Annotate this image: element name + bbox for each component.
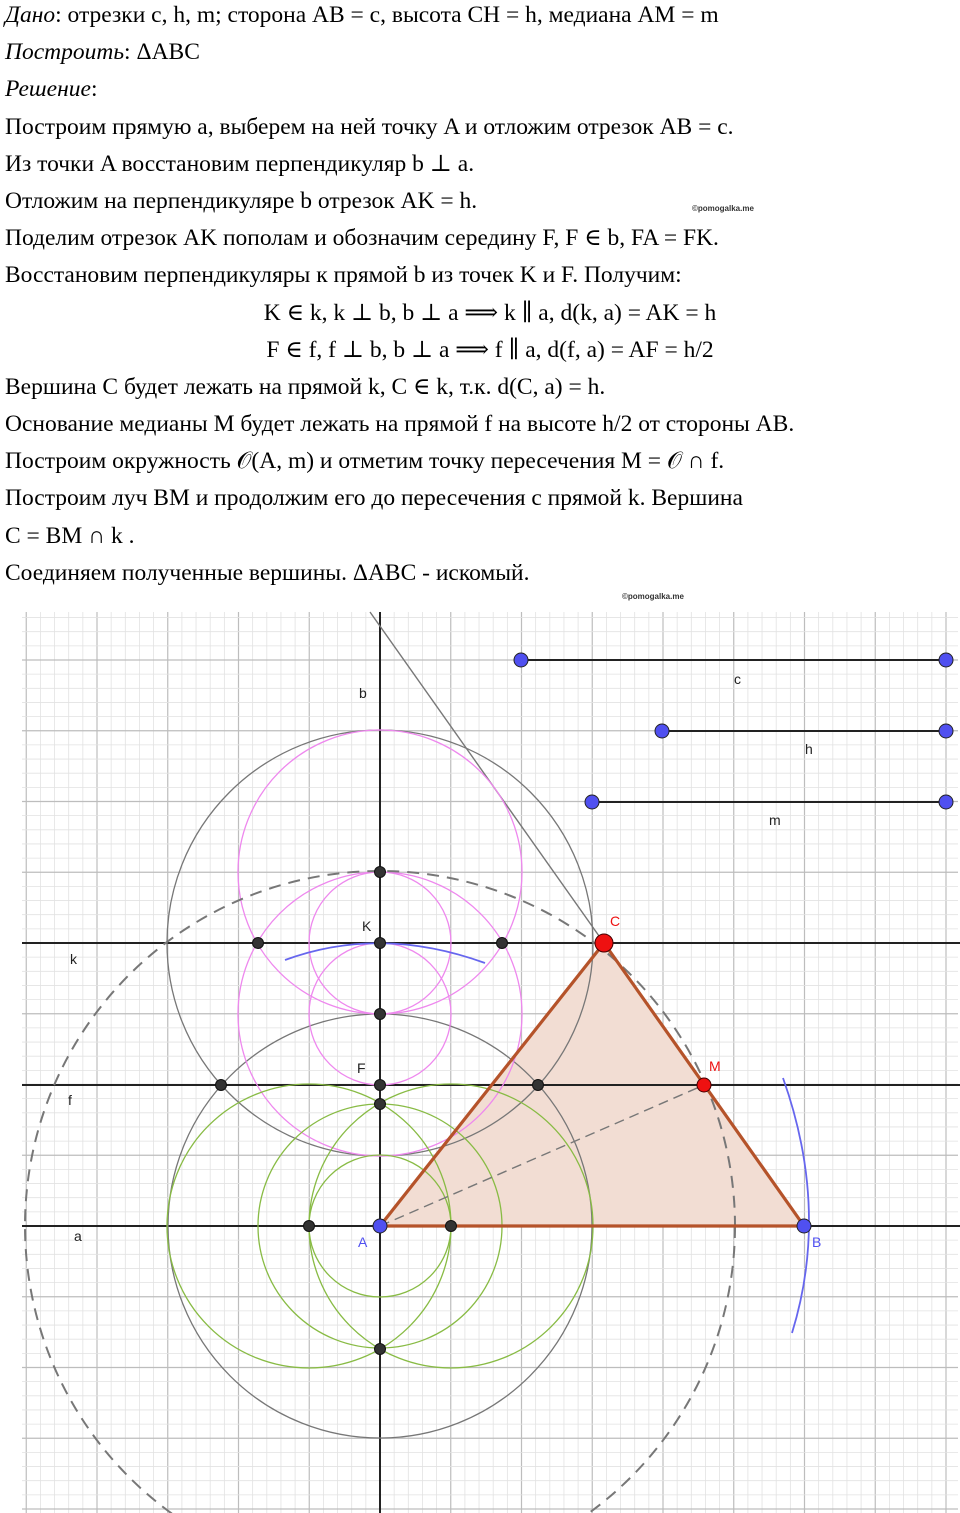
- label-point-a: A: [358, 1234, 368, 1250]
- given-line: [5, 0, 955, 37]
- step-line: C = BM ∩ k .: [5, 522, 135, 549]
- step-line: Поделим отрезок AK пополам и обозначим середину F, F ∈ b, FA = FK.: [5, 225, 719, 252]
- given-body: : отрезки c, h, m; сторона AB = c, высота CH = h, медиана AM = m: [55, 2, 719, 28]
- label-line-a: a: [74, 1228, 82, 1244]
- watermark: ©pomogalka.me: [692, 204, 754, 213]
- point-f: [375, 1080, 386, 1091]
- point-k: [375, 938, 386, 949]
- step-line: Из точки A восстановим перпендикуляр b ⊥ a.: [5, 150, 475, 177]
- step-line: Вершина C будет лежать на прямой k, C ∈ k, т.к. d(C, a) = h.: [5, 373, 606, 400]
- label-segment-m: m: [769, 812, 781, 828]
- label-segment-c: c: [734, 671, 741, 687]
- step-line: Соединяем полученные вершины. ΔABC - искомый.: [5, 559, 530, 586]
- label-point-c: C: [610, 913, 621, 929]
- step-line: Основание медианы M будет лежать на прямой f на высоте h/2 от стороны AB.: [5, 411, 795, 438]
- given-label: Дано: [5, 2, 56, 28]
- solution-text: [5, 0, 955, 595]
- step-line: Отложим на перпендикуляре b отрезок AK = h.: [5, 187, 478, 214]
- point-m-start: [585, 795, 599, 809]
- construct-line: [5, 37, 955, 74]
- point-c-end: [939, 653, 953, 667]
- point-fl: [216, 1080, 227, 1091]
- step-line: Построим окружность 𝒪(A, m) и отметим точку пересечения M = 𝒪 ∩ f.: [5, 448, 725, 475]
- point-mid: [375, 1009, 386, 1020]
- label-k-point: K: [362, 918, 372, 934]
- point-b: [797, 1219, 811, 1233]
- label-point-m: M: [709, 1058, 721, 1074]
- point-top: [375, 867, 386, 878]
- label-segment-h: h: [805, 741, 813, 757]
- point-fr: [533, 1080, 544, 1091]
- point-kl: [253, 938, 264, 949]
- point-below-f: [375, 1099, 386, 1110]
- point-kr: [497, 938, 508, 949]
- label-line-k: k: [70, 951, 77, 967]
- construct-label: Построить: [5, 39, 125, 66]
- point-m: [697, 1078, 711, 1092]
- point-h-end: [939, 724, 953, 738]
- point-c-start: [514, 653, 528, 667]
- point-h-start: [655, 724, 669, 738]
- point-c: [595, 934, 613, 952]
- point-bottom: [375, 1344, 386, 1355]
- construct-body: : ΔABC: [124, 39, 200, 66]
- step-line: Восстановим перпендикуляры к прямой b из точек K и F. Получим:: [5, 262, 682, 289]
- point-al: [304, 1221, 315, 1232]
- point-m-end: [939, 795, 953, 809]
- watermark: ©pomogalka.me: [622, 592, 684, 601]
- label-f-point: F: [357, 1060, 366, 1076]
- label-line-b: b: [359, 685, 367, 701]
- grid: [22, 612, 958, 1513]
- point-a: [373, 1219, 387, 1233]
- formula-line: F ∈ f, f ⊥ b, b ⊥ a ⟹ f ∥ a, d(f, a) = AF = h/2: [266, 336, 714, 363]
- construction-figure: [0, 600, 960, 1513]
- step-line: Построим прямую a, выберем на ней точку A и отложим отрезок AB = c.: [5, 113, 734, 140]
- formula-line: K ∈ k, k ⊥ b, b ⊥ a ⟹ k ∥ a, d(k, a) = AK = h: [263, 299, 717, 326]
- solution-heading: Решение:: [5, 76, 98, 103]
- main-lines: [22, 612, 960, 1513]
- label-point-b: B: [812, 1234, 822, 1250]
- point-ar: [446, 1221, 457, 1232]
- solution-label: Решение: [5, 76, 91, 103]
- step-line: Построим луч BM и продолжим его до пересечения с прямой k. Вершина: [5, 485, 743, 512]
- label-line-f: f: [68, 1092, 72, 1108]
